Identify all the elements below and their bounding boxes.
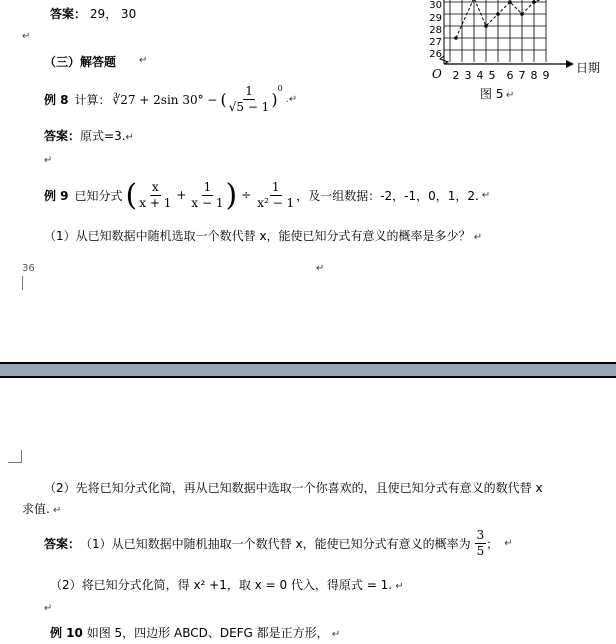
paragraph-mark: ↵ xyxy=(506,90,515,101)
example-9 xyxy=(44,175,490,215)
paragraph-mark: ↵ xyxy=(44,155,53,166)
example-9-tail: ，及一组数据：-2，-1，0，1，2. xyxy=(296,188,479,203)
fraction-2-numerator: 1 xyxy=(203,179,212,194)
fraction-3 xyxy=(255,180,296,211)
y-tick-label: 27 xyxy=(429,37,442,48)
fraction-denominator: 5 xyxy=(476,544,485,558)
question-2-text: （2）先将已知分式化简，再从已知数据中选取一个你喜欢的，且使已知分式有意义的数代替 x xyxy=(44,481,543,495)
data-point xyxy=(532,0,536,4)
fraction-3-numerator: 1 xyxy=(271,179,280,194)
exponent: 0 xyxy=(277,84,283,93)
x-tick-label: 8 xyxy=(530,69,538,82)
y-tick-label: 26 xyxy=(429,49,442,60)
section-title: （三）解答题 xyxy=(44,55,117,69)
example-10 xyxy=(50,624,340,641)
example-8-label: 例 8 xyxy=(44,93,69,107)
crop-mark xyxy=(8,462,22,463)
fraction-numerator: 3 xyxy=(476,528,485,542)
answer-text: 原式=3. xyxy=(80,129,126,143)
example-10-text: 如图 5，四边形 ABCD、DEFG 都是正方形， xyxy=(86,626,329,640)
example-8 xyxy=(44,84,297,115)
crop-mark xyxy=(22,276,23,290)
x-axis-label: 日期 xyxy=(576,61,601,75)
paragraph-mark: ↵ xyxy=(481,189,491,201)
paragraph-mark: ↵ xyxy=(49,505,62,516)
x-tick-labels xyxy=(453,69,550,82)
paragraph-mark: ↵ xyxy=(125,132,134,143)
example-10-label: 例 10 xyxy=(50,626,83,640)
paren-open: ( xyxy=(125,177,138,213)
data-point xyxy=(496,12,500,16)
y-tick-label: 28 xyxy=(429,25,442,36)
fraction-1-denominator: x + 1 xyxy=(139,195,172,210)
paragraph-mark: ↵ xyxy=(392,581,404,592)
fraction-1-numerator: x xyxy=(151,179,159,194)
answer-label: 答案： xyxy=(44,537,81,551)
paragraph-mark: ↵ xyxy=(470,232,483,243)
answer-1-tail: ； xyxy=(486,537,499,551)
x-tick-label: 2 xyxy=(452,69,460,82)
page-break-divider xyxy=(0,362,616,378)
answer-values: 29， 30 xyxy=(89,7,137,21)
fraction-3-denominator: x² − 1 xyxy=(257,195,295,210)
y-tick-label: 29 xyxy=(429,13,442,24)
fraction-numerator: 1 xyxy=(245,84,253,98)
paren-open: ( xyxy=(220,90,227,109)
figure-5-graph xyxy=(420,0,610,104)
x-tick-label: 6 xyxy=(506,69,514,82)
question-1-text: （1）从已知数据中随机选取一个数代替 x，能使已知分式有意义的概率是多少？ xyxy=(44,229,471,243)
page-number: 36 xyxy=(22,263,35,274)
paragraph-mark: ↵ xyxy=(316,263,325,274)
answer-label: 答案： xyxy=(44,129,81,143)
question-2-continued xyxy=(22,500,61,517)
question-2 xyxy=(44,479,543,496)
fraction-denominator: √5 − 1 xyxy=(228,100,270,114)
paren-close: ) xyxy=(225,177,238,213)
paragraph-mark: ↵ xyxy=(504,538,513,549)
paragraph-mark: ↵ xyxy=(44,603,53,614)
x-tick-label: 4 xyxy=(476,69,484,82)
answer-label: 答案： xyxy=(50,7,87,21)
fraction-2 xyxy=(189,180,225,211)
question-2-text-continued: 求值. xyxy=(22,502,50,516)
paren-close: ) xyxy=(271,90,278,109)
crop-mark xyxy=(21,450,22,463)
fraction-1 xyxy=(137,180,173,211)
answer-9-part-2 xyxy=(50,576,404,593)
probability-fraction xyxy=(475,528,487,559)
data-point xyxy=(484,24,488,28)
data-line xyxy=(456,0,546,38)
question-1 xyxy=(44,227,482,244)
paragraph-mark: ↵ xyxy=(22,31,31,42)
data-point xyxy=(520,12,524,16)
figure-caption: 图 5 xyxy=(480,87,504,101)
divide-sign: ÷ xyxy=(241,188,252,202)
example-8-expression: ∛27 + 2sin 30° − xyxy=(112,92,218,107)
data-point xyxy=(508,0,512,4)
example-8-fraction xyxy=(227,84,272,115)
origin-label: O xyxy=(432,67,442,81)
paragraph-mark: .↵ xyxy=(285,94,298,105)
data-point xyxy=(454,36,458,40)
paragraph-mark: ↵ xyxy=(139,55,148,66)
paragraph-mark: ↵ xyxy=(328,629,341,640)
y-tick-labels xyxy=(429,0,442,60)
example-8-answer xyxy=(44,127,134,144)
x-tick-label: 9 xyxy=(542,69,550,82)
plus-sign: + xyxy=(176,188,187,202)
example-9-label: 例 9 xyxy=(44,188,69,203)
x-tick-label: 3 xyxy=(464,69,472,82)
y-tick-label: 30 xyxy=(429,0,442,11)
answer-line-1 xyxy=(50,5,136,22)
example-8-text: 计算： xyxy=(74,93,111,107)
fraction-2-denominator: x − 1 xyxy=(191,195,224,210)
example-9-text: 已知分式 xyxy=(74,188,123,203)
x-tick-label: 5 xyxy=(488,69,496,82)
answer-1-text: （1）从已知数据中随机抽取一个数代替 x，能使已知分式有意义的概率为 xyxy=(80,537,471,551)
answer-9-part-1 xyxy=(44,528,513,559)
x-tick-label: 7 xyxy=(518,69,526,82)
x-axis-arrow xyxy=(566,60,574,68)
answer-2-text: （2）将已知分式化简，得 x² +1，取 x = 0 代入，得原式 = 1. xyxy=(50,578,393,592)
data-points xyxy=(454,0,536,40)
